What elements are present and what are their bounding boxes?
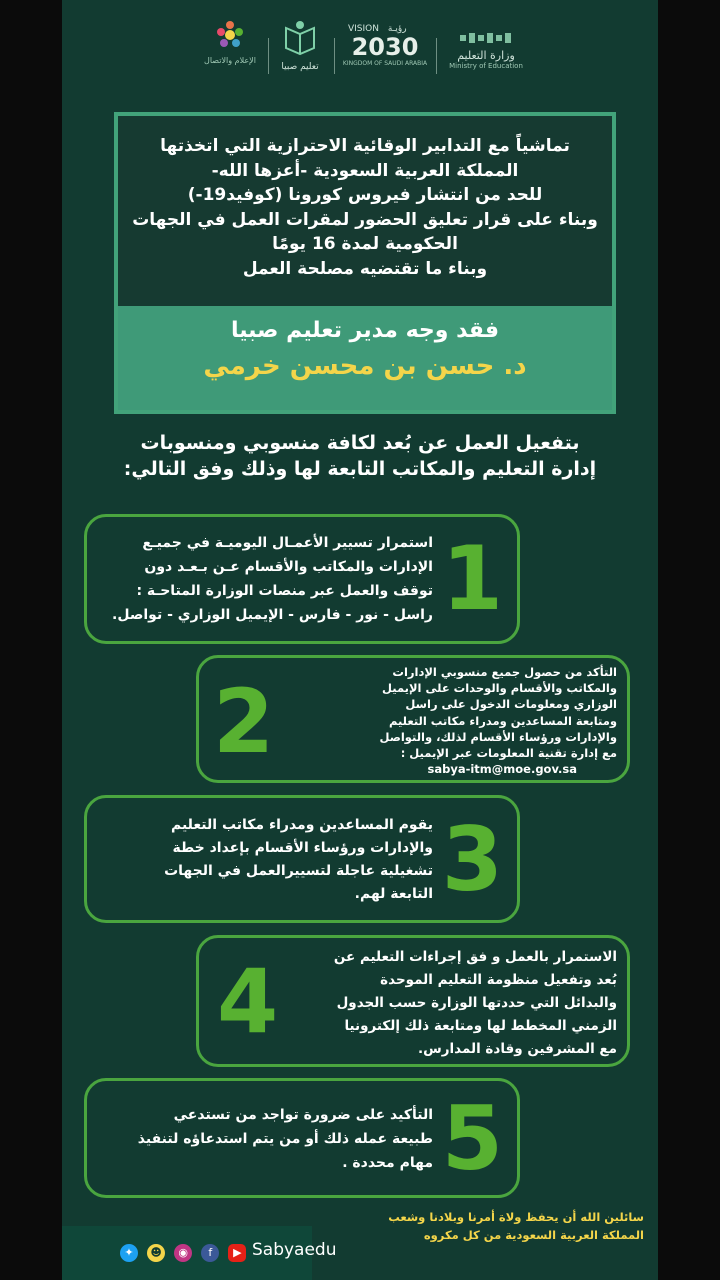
- social-icons: [120, 1242, 250, 1264]
- sabya-logo: [276, 18, 324, 72]
- item-email: sabya-itm@moe.gov.sa: [427, 762, 577, 777]
- youtube-icon[interactable]: ▶: [228, 1244, 246, 1262]
- moe-emblem-icon: [458, 31, 514, 45]
- prayer-line: سائلين الله أن يحفظ ولاة أمرنا وبلادنا وشعب: [388, 1210, 644, 1224]
- notice-line: وبناء على قرار تعليق الحضور لمقرات العمل في الجهات: [132, 209, 598, 230]
- item-card-5: [84, 1078, 520, 1198]
- item-line: الزمني المخطط لها ومتابعة ذلك إلكترونيا: [344, 1018, 617, 1034]
- media-logo-caption: الإعلام والاتصال: [204, 56, 256, 65]
- vision-label: VISION رؤيـة: [348, 24, 407, 34]
- item-number: 3: [441, 808, 503, 911]
- item-text: [112, 531, 433, 627]
- vision-ksa: KINGDOM OF SAUDI ARABIA: [342, 60, 428, 67]
- snapchat-icon[interactable]: ☻: [147, 1244, 165, 1262]
- divider: [334, 38, 335, 74]
- intro-line: بتفعيل العمل عن بُعد لكافة منسوبي ومنسوبات: [140, 432, 580, 454]
- item-line: التأكد من حصول جميع منسوبي الإدارات: [392, 665, 617, 679]
- item-line: توقف والعمل عبر منصات الوزارة المتاحـة :: [136, 583, 433, 599]
- item-line: والإدارات ورؤساء الأقسام بإعداد خطة: [172, 840, 433, 856]
- item-number: 4: [217, 950, 279, 1053]
- vision-year: 2030: [351, 33, 419, 61]
- item-line: مهام محددة .: [342, 1155, 433, 1171]
- item-card-2: [196, 655, 630, 783]
- item-line: طبيعة عمله ذلك أو من يتم استدعاؤه لتنفيذ: [137, 1131, 433, 1147]
- item-line: مع إدارة تقنية المعلومات عبر الإيميل :: [400, 746, 617, 761]
- item-line: مع المشرفين وقادة المدارس.: [418, 1041, 617, 1057]
- item-line: التابعة لهم.: [354, 886, 433, 902]
- notice-line: المملكة العربية السعودية -أعزها الله-: [211, 160, 519, 181]
- item-text: [138, 1103, 433, 1175]
- item-card-4: [196, 935, 630, 1067]
- item-line: استمرار تسيير الأعمـال اليوميـة في جميـع: [142, 535, 433, 551]
- sabya-logo-caption: تعليم صبيا: [281, 62, 319, 72]
- director-name: د. حسن بن محسن خرمي: [203, 351, 527, 381]
- twitter-icon[interactable]: ✦: [120, 1244, 138, 1262]
- item-number: 2: [213, 670, 275, 773]
- item-line: التأكيد على ضرورة تواجد من تستدعي: [173, 1107, 433, 1123]
- intro-line: إدارة التعليم والمكاتب التابعة لها وذلك وفق التالي:: [123, 458, 597, 480]
- item-line: والبدائل التي حددتها الوزارة حسب الجدول: [336, 995, 617, 1011]
- item-text: [334, 946, 617, 1061]
- account-handle[interactable]: Sabyaedu: [252, 1240, 337, 1260]
- intro-text: [82, 430, 638, 482]
- divider: [268, 38, 269, 74]
- facebook-icon[interactable]: f: [201, 1244, 219, 1262]
- notice-line: الحكومية لمدة 16 يومًا: [272, 234, 458, 254]
- item-line: يقوم المساعدين ومدراء مكاتب التعليم: [170, 817, 433, 833]
- item-line: بُعد وتفعيل منظومة التعليم الموحدة: [380, 972, 617, 988]
- instagram-icon[interactable]: ◉: [174, 1244, 192, 1262]
- prayer-line: المملكة العربية السعودية من كل مكروه: [423, 1228, 644, 1242]
- item-line: ومتابعة المساعدين ومدراء مكاتب التعليم: [388, 713, 617, 728]
- item-text: [164, 814, 433, 906]
- moe-logo: [446, 30, 526, 70]
- media-logo: [202, 18, 258, 65]
- divider: [436, 38, 437, 74]
- item-line: راسل - نور - فارس - الإيميل الوزاري - تواصل.: [112, 607, 433, 623]
- item-line: الإدارات والمكاتب والأقسام عـن بـعـد دون: [144, 559, 433, 575]
- notice-line: وبناء ما تقتضيه مصلحة العمل: [242, 258, 488, 279]
- item-number: 5: [441, 1087, 503, 1190]
- star-flower-icon: [213, 18, 247, 52]
- directive-band: [118, 306, 612, 410]
- right-margin: [658, 0, 720, 1280]
- vision-2030-logo: [342, 24, 428, 67]
- item-line: والمكاتب والأقسام والوحدات على الإيميل: [382, 681, 617, 696]
- item-card-1: [84, 514, 520, 644]
- item-number: 1: [441, 527, 503, 630]
- notice-box: [114, 112, 616, 414]
- item-line: والإدارات ورؤساء الأقسام لذلك، والتواصل: [379, 729, 617, 744]
- item-line: الاستمرار بالعمل و فق إجراءات التعليم عن: [333, 949, 617, 965]
- footer-prayer: [388, 1208, 644, 1244]
- directive-text: فقد وجه مدير تعليم صبيا: [230, 318, 500, 343]
- poster: [62, 0, 658, 1280]
- moe-name-en: Ministry of Education: [449, 62, 523, 70]
- notice-line: للحد من انتشار فيروس كورونا (كوفيد19-): [187, 185, 543, 205]
- item-text: [379, 664, 617, 777]
- item-line: تشغيلية عاجلة لتسييرالعمل في الجهات: [164, 863, 433, 879]
- moe-name-ar: وزارة التعليم: [457, 49, 515, 62]
- left-margin: [0, 0, 62, 1280]
- notice-lines: [118, 134, 612, 281]
- header-logos: [62, 18, 658, 88]
- sabya-book-icon: [282, 18, 318, 58]
- item-line: الوزاري ومعلومات الدخول على راسل: [405, 697, 617, 712]
- notice-line: تماشياً مع التدابير الوقائية الاحترازية التي اتخذتها: [160, 136, 570, 156]
- item-card-3: [84, 795, 520, 923]
